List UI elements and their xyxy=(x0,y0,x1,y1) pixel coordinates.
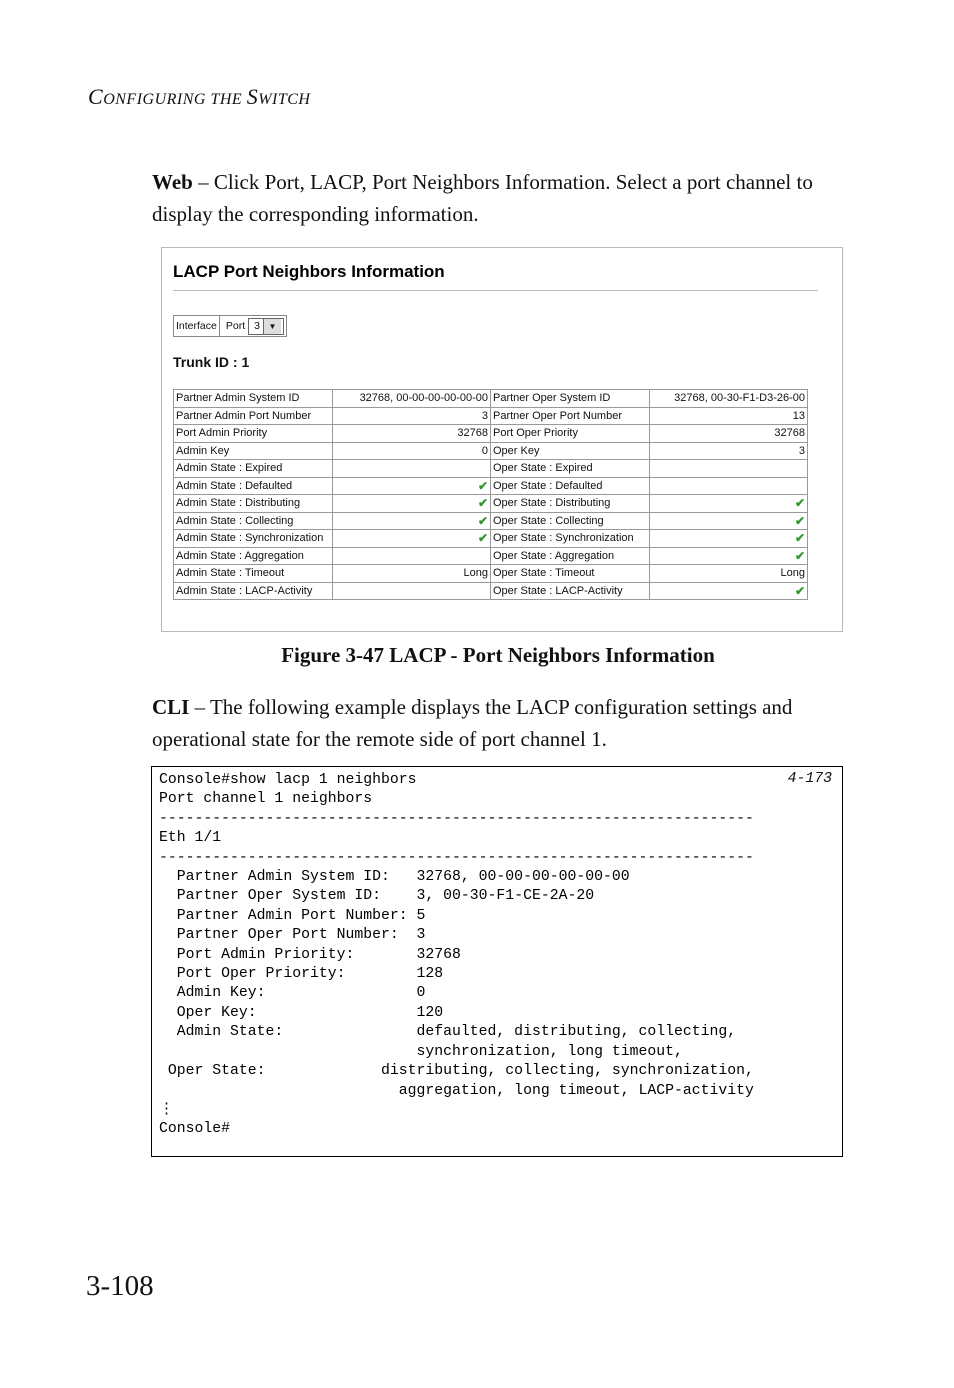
figure-panel-title: LACP Port Neighbors Information xyxy=(173,262,445,281)
chevron-down-icon[interactable]: ▼ xyxy=(263,319,281,334)
table-cell-v: 0 xyxy=(333,442,491,460)
table-cell-v xyxy=(333,460,491,478)
table-cell-v2 xyxy=(650,460,808,478)
table-cell-l: Admin State : Synchronization xyxy=(174,530,333,548)
table-row xyxy=(174,512,808,530)
table-cell-l: Partner Admin Port Number xyxy=(174,407,333,425)
cli-instructions: CLI – The following example displays the LACP configuration settings and operational state for the remote side of port channel 1. xyxy=(152,695,793,751)
table-cell-l2: Oper State : LACP-Activity xyxy=(491,582,650,600)
table-row xyxy=(174,460,808,478)
table-cell-l2: Partner Oper System ID xyxy=(491,390,650,408)
lacp-neighbors-screenshot xyxy=(161,247,843,632)
running-header: CONFIGURING THE SWITCH xyxy=(88,84,311,109)
table-cell-l: Admin State : Aggregation xyxy=(174,547,333,565)
table-cell-l: Admin State : Defaulted xyxy=(174,477,333,495)
title-divider xyxy=(173,290,818,291)
table-cell-v: 32768 xyxy=(333,425,491,443)
table-cell-l2: Port Oper Priority xyxy=(491,425,650,443)
table-row xyxy=(174,530,808,548)
table-cell-l2: Oper State : Expired xyxy=(491,460,650,478)
table-cell-v2: ✔ xyxy=(650,512,808,530)
table-row xyxy=(174,547,808,565)
table-cell-v2: 32768, 00-30-F1-D3-26-00 xyxy=(650,390,808,408)
table-cell-v2: 32768 xyxy=(650,425,808,443)
neighbors-table xyxy=(173,389,808,600)
table-cell-v2 xyxy=(650,477,808,495)
table-cell-v: 32768, 00-00-00-00-00-00 xyxy=(333,390,491,408)
table-row xyxy=(174,407,808,425)
table-cell-l2: Oper State : Collecting xyxy=(491,512,650,530)
cli-output: Console#show lacp 1 neighbors Port channel 1 neighbors ------------------------------------------------------------------- Eth 1/1 ------------------------------------------------------------------- Partner Admin System ID: 32768, 00-00-00-00-00-00 Partner Oper System ID: 3, 00-30-F1-CE-2A-20 Partner Admin Port Number: 5 Partner Oper Port Number: 3 Port Admin Priority: 32768 Port Oper Priority: 128 Admin Key: 0 Oper Key: 120 Admin State: defaulted, distributing, collecting, synchronization, long timeout, Oper State: distributing, collecting, synchronization, aggregation, long timeout, LACP-activity ⋮ Console# xyxy=(159,772,754,1138)
table-cell-l2: Oper State : Synchronization xyxy=(491,530,650,548)
command-reference: 4-173 xyxy=(787,771,832,787)
cli-code-block xyxy=(151,766,843,1157)
table-cell-v2: ✔ xyxy=(650,495,808,513)
table-cell-v xyxy=(333,582,491,600)
table-cell-l2: Oper State : Defaulted xyxy=(491,477,650,495)
table-cell-l: Admin State : Timeout xyxy=(174,565,333,583)
table-row xyxy=(174,390,808,408)
table-cell-v xyxy=(333,547,491,565)
table-cell-l2: Oper State : Timeout xyxy=(491,565,650,583)
table-row xyxy=(174,477,808,495)
table-cell-l: Admin State : Expired xyxy=(174,460,333,478)
interface-selector xyxy=(173,315,287,337)
trunk-id: Trunk ID : 1 xyxy=(173,354,250,370)
figure-caption: Figure 3-47 LACP - Port Neighbors Information xyxy=(281,643,715,667)
table-cell-l: Partner Admin System ID xyxy=(174,390,333,408)
table-row xyxy=(174,495,808,513)
table-row xyxy=(174,582,808,600)
table-cell-l2: Partner Oper Port Number xyxy=(491,407,650,425)
table-cell-v: 3 xyxy=(333,407,491,425)
port-select-value: 3 xyxy=(254,320,260,332)
table-cell-l2: Oper Key xyxy=(491,442,650,460)
table-cell-v2: 3 xyxy=(650,442,808,460)
page-number: 3-108 xyxy=(86,1270,154,1302)
table-cell-v: Long xyxy=(333,565,491,583)
table-cell-l: Admin State : Distributing xyxy=(174,495,333,513)
table-cell-v2: Long xyxy=(650,565,808,583)
table-cell-v2: 13 xyxy=(650,407,808,425)
port-select[interactable] xyxy=(248,318,284,335)
table-cell-l2: Oper State : Distributing xyxy=(491,495,650,513)
table-cell-l2: Oper State : Aggregation xyxy=(491,547,650,565)
table-cell-l: Admin Key xyxy=(174,442,333,460)
table-row xyxy=(174,425,808,443)
table-cell-v: ✔ xyxy=(333,477,491,495)
table-cell-v2: ✔ xyxy=(650,582,808,600)
table-row xyxy=(174,442,808,460)
port-label: Port xyxy=(225,320,246,332)
table-cell-l: Port Admin Priority xyxy=(174,425,333,443)
table-cell-v2: ✔ xyxy=(650,547,808,565)
table-cell-v: ✔ xyxy=(333,512,491,530)
web-instructions: Web – Click Port, LACP, Port Neighbors Information. Select a port channel to display the corresponding information. xyxy=(152,170,813,226)
interface-label: Interface xyxy=(176,320,217,332)
table-cell-l: Admin State : Collecting xyxy=(174,512,333,530)
table-row xyxy=(174,565,808,583)
table-cell-v: ✔ xyxy=(333,530,491,548)
table-cell-v2: ✔ xyxy=(650,530,808,548)
table-cell-l: Admin State : LACP-Activity xyxy=(174,582,333,600)
table-cell-v: ✔ xyxy=(333,495,491,513)
